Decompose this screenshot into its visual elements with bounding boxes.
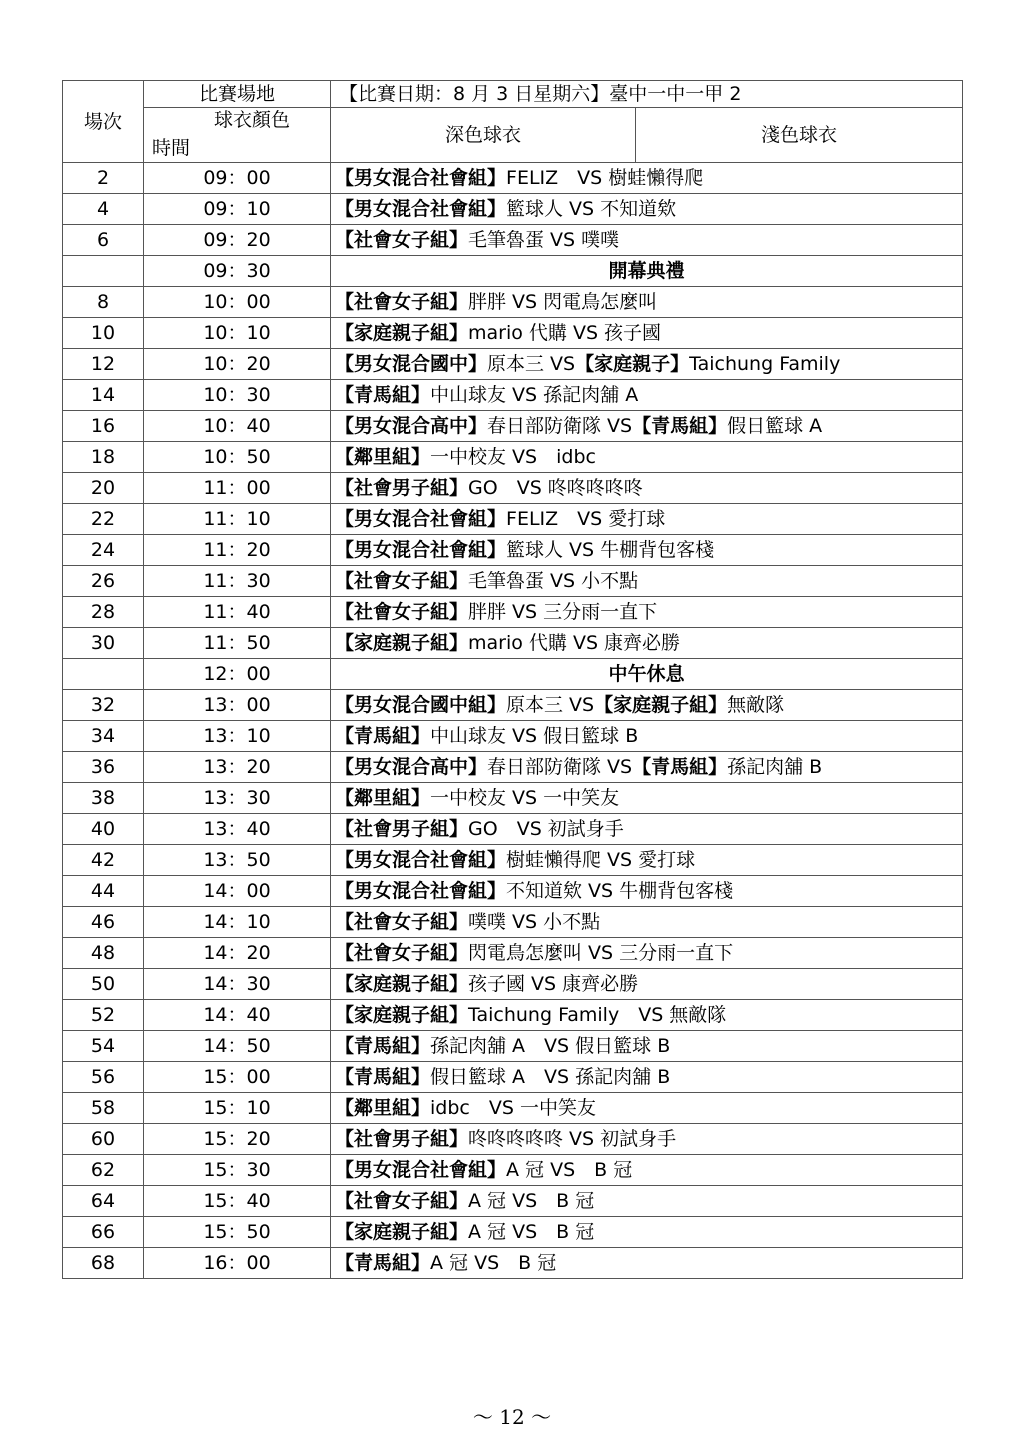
table-row <box>63 535 963 566</box>
match-teams: 假日籃球 A VS 孫記肉舖 B <box>430 1066 671 1088</box>
match-category: 【男女混合社會組】 <box>335 1159 507 1181</box>
match-category: 【青馬組】 <box>335 1066 431 1088</box>
match-cell <box>331 380 963 411</box>
match-category: 【鄰里組】 <box>335 446 431 468</box>
table-row <box>63 690 963 721</box>
header-time: 時間 <box>152 137 191 159</box>
match-no: 22 <box>63 504 144 535</box>
match-category: 【社會男子組】 <box>335 477 469 499</box>
header-light-jersey: 淺色球衣 <box>636 108 963 163</box>
header-row-2 <box>63 108 963 163</box>
match-no: 64 <box>63 1186 144 1217</box>
match-teams: A 冠 VS B 冠 <box>468 1221 595 1243</box>
match-cell <box>331 814 963 845</box>
match-cell <box>331 442 963 473</box>
match-category: 【男女混合社會組】 <box>335 849 507 871</box>
match-cell <box>331 349 963 380</box>
table-row <box>63 1031 963 1062</box>
table-row <box>63 225 963 256</box>
match-cell <box>331 1248 963 1279</box>
match-teams: 胖胖 VS 三分雨一直下 <box>468 601 658 623</box>
match-no <box>63 659 144 690</box>
match-cell <box>331 1031 963 1062</box>
table-row <box>63 442 963 473</box>
match-cell <box>331 721 963 752</box>
match-teams: 不知道欸 VS 牛棚背包客棧 <box>506 880 734 902</box>
match-time: 10：20 <box>144 349 331 380</box>
match-cell <box>331 783 963 814</box>
match-category: 【青馬組】 <box>335 725 431 747</box>
table-row <box>63 597 963 628</box>
match-no: 50 <box>63 969 144 1000</box>
match-time: 13：40 <box>144 814 331 845</box>
match-teams: 毛筆魯蛋 VS 小不點 <box>468 570 639 592</box>
header-row-1 <box>63 81 963 108</box>
match-time: 14：30 <box>144 969 331 1000</box>
match-category: 【社會女子組】 <box>335 942 469 964</box>
match-cell <box>331 752 963 783</box>
table-row <box>63 1186 963 1217</box>
match-time: 11：50 <box>144 628 331 659</box>
match-no: 12 <box>63 349 144 380</box>
match-category: 【男女混合高中】 <box>335 415 488 437</box>
table-row <box>63 194 963 225</box>
table-row <box>63 814 963 845</box>
match-teams: 中山球友 VS 孫記肉舖 A <box>430 384 639 406</box>
match-category: 【男女混合高中】 <box>335 756 488 778</box>
table-row <box>63 783 963 814</box>
match-category: 【社會女子組】 <box>335 291 469 313</box>
header-dark-jersey: 深色球衣 <box>331 108 636 163</box>
match-teams: 春日部防衛隊 VS <box>487 756 633 778</box>
match-no: 32 <box>63 690 144 721</box>
match-category: 【鄰里組】 <box>335 787 431 809</box>
match-no: 54 <box>63 1031 144 1062</box>
table-row <box>63 1217 963 1248</box>
match-teams: A 冠 VS B 冠 <box>468 1190 595 1212</box>
match-no: 42 <box>63 845 144 876</box>
match-no: 14 <box>63 380 144 411</box>
match-no: 34 <box>63 721 144 752</box>
match-no: 60 <box>63 1124 144 1155</box>
schedule-table <box>62 80 963 1279</box>
table-row <box>63 1093 963 1124</box>
match-time: 11：20 <box>144 535 331 566</box>
table-row <box>63 566 963 597</box>
header-jersey-color: 球衣顏色 <box>214 109 291 131</box>
match-teams: GO VS 初試身手 <box>468 818 624 840</box>
match-time: 15：20 <box>144 1124 331 1155</box>
match-category: 【男女混合社會組】 <box>335 198 507 220</box>
table-row <box>63 1155 963 1186</box>
match-teams: FELIZ VS 樹蛙懶得爬 <box>506 167 704 189</box>
table-row <box>63 907 963 938</box>
match-category-2: 【青馬組】 <box>632 415 728 437</box>
match-time: 11：30 <box>144 566 331 597</box>
match-time: 11：40 <box>144 597 331 628</box>
match-teams: 原本三 VS <box>506 694 595 716</box>
match-cell <box>331 1062 963 1093</box>
match-no: 48 <box>63 938 144 969</box>
match-teams: A 冠 VS B 冠 <box>506 1159 633 1181</box>
match-category: 【社會女子組】 <box>335 570 469 592</box>
match-category: 【家庭親子組】 <box>335 973 469 995</box>
match-cell <box>331 163 963 194</box>
match-teams: 中山球友 VS 假日籃球 B <box>430 725 639 747</box>
match-category: 【男女混合社會組】 <box>335 880 507 902</box>
match-teams: A 冠 VS B 冠 <box>430 1252 557 1274</box>
match-category-2: 【家庭親子組】 <box>594 694 728 716</box>
match-category: 【鄰里組】 <box>335 1097 431 1119</box>
match-cell <box>331 287 963 318</box>
match-teams: mario 代購 VS 孩子國 <box>468 322 662 344</box>
match-no: 10 <box>63 318 144 349</box>
match-category: 【社會女子組】 <box>335 229 469 251</box>
match-no: 30 <box>63 628 144 659</box>
match-no: 26 <box>63 566 144 597</box>
match-cell <box>331 225 963 256</box>
match-cell <box>331 194 963 225</box>
header-match-no: 場次 <box>63 81 144 163</box>
match-time: 09：20 <box>144 225 331 256</box>
match-cell <box>331 1093 963 1124</box>
match-teams: GO VS 咚咚咚咚咚 <box>468 477 643 499</box>
match-teams: 孫記肉舖 A VS 假日籃球 B <box>430 1035 671 1057</box>
match-cell <box>331 566 963 597</box>
match-category: 【社會女子組】 <box>335 1190 469 1212</box>
event-label: 中午休息 <box>331 659 963 690</box>
match-time: 16：00 <box>144 1248 331 1279</box>
match-teams: 一中校友 VS idbc <box>430 446 596 468</box>
match-no: 36 <box>63 752 144 783</box>
match-teams: mario 代購 VS 康齊必勝 <box>468 632 681 654</box>
match-no: 16 <box>63 411 144 442</box>
match-no: 4 <box>63 194 144 225</box>
table-row <box>63 380 963 411</box>
match-teams: 籃球人 VS 牛棚背包客棧 <box>506 539 715 561</box>
match-time: 11：10 <box>144 504 331 535</box>
match-category: 【男女混合國中】 <box>335 353 488 375</box>
match-teams: Taichung Family VS 無敵隊 <box>468 1004 727 1026</box>
match-teams: 噗噗 VS 小不點 <box>468 911 601 933</box>
match-category-2: 【家庭親子】 <box>575 353 690 375</box>
match-teams: 籃球人 VS 不知道欸 <box>506 198 677 220</box>
match-teams: 原本三 VS <box>487 353 576 375</box>
match-cell <box>331 473 963 504</box>
table-row <box>63 287 963 318</box>
table-row <box>63 876 963 907</box>
table-row <box>63 163 963 194</box>
table-row <box>63 473 963 504</box>
match-cell <box>331 1000 963 1031</box>
match-category-2: 【青馬組】 <box>632 756 728 778</box>
match-cell <box>331 876 963 907</box>
match-cell <box>331 504 963 535</box>
match-time: 13：10 <box>144 721 331 752</box>
match-no: 62 <box>63 1155 144 1186</box>
match-time: 15：30 <box>144 1155 331 1186</box>
match-teams: idbc VS 一中笑友 <box>430 1097 596 1119</box>
match-category: 【男女混合社會組】 <box>335 539 507 561</box>
match-category: 【男女混合社會組】 <box>335 167 507 189</box>
match-time: 13：30 <box>144 783 331 814</box>
table-row <box>63 318 963 349</box>
match-team-2: 孫記肉舖 B <box>727 756 823 778</box>
match-time: 12：00 <box>144 659 331 690</box>
match-time: 15：10 <box>144 1093 331 1124</box>
match-no: 8 <box>63 287 144 318</box>
event-row <box>63 256 963 287</box>
match-cell <box>331 1155 963 1186</box>
match-team-2: 假日籃球 A <box>727 415 823 437</box>
table-row <box>63 938 963 969</box>
table-row <box>63 1248 963 1279</box>
match-no: 24 <box>63 535 144 566</box>
match-no: 68 <box>63 1248 144 1279</box>
match-teams: 毛筆魯蛋 VS 噗噗 <box>468 229 620 251</box>
match-time: 11：00 <box>144 473 331 504</box>
match-category: 【社會女子組】 <box>335 601 469 623</box>
match-category: 【家庭親子組】 <box>335 1221 469 1243</box>
match-no: 52 <box>63 1000 144 1031</box>
table-row <box>63 1062 963 1093</box>
header-date-venue: 【比賽日期：8 月 3 日星期六】臺中一中一甲 2 <box>331 81 963 108</box>
match-no: 6 <box>63 225 144 256</box>
header-venue: 比賽場地 <box>144 81 331 108</box>
match-time: 14：10 <box>144 907 331 938</box>
table-row <box>63 752 963 783</box>
match-category: 【家庭親子組】 <box>335 1004 469 1026</box>
match-cell <box>331 1124 963 1155</box>
page-number: ～ 12 ～ <box>472 1405 552 1429</box>
match-no: 44 <box>63 876 144 907</box>
match-category: 【男女混合社會組】 <box>335 508 507 530</box>
match-time: 09：10 <box>144 194 331 225</box>
match-team-2: Taichung Family <box>689 353 841 375</box>
match-no: 2 <box>63 163 144 194</box>
match-time: 13：20 <box>144 752 331 783</box>
match-time: 14：40 <box>144 1000 331 1031</box>
match-no: 46 <box>63 907 144 938</box>
match-cell <box>331 845 963 876</box>
match-time: 14：00 <box>144 876 331 907</box>
table-row <box>63 628 963 659</box>
match-time: 10：10 <box>144 318 331 349</box>
match-category: 【社會女子組】 <box>335 911 469 933</box>
table-row <box>63 1124 963 1155</box>
match-cell <box>331 938 963 969</box>
match-no <box>63 256 144 287</box>
match-cell <box>331 969 963 1000</box>
event-label: 開幕典禮 <box>331 256 963 287</box>
match-no: 28 <box>63 597 144 628</box>
event-row <box>63 659 963 690</box>
match-time: 10：00 <box>144 287 331 318</box>
table-row <box>63 969 963 1000</box>
match-teams: 咚咚咚咚咚 VS 初試身手 <box>468 1128 677 1150</box>
match-cell <box>331 1186 963 1217</box>
match-time: 13：00 <box>144 690 331 721</box>
match-no: 66 <box>63 1217 144 1248</box>
match-cell <box>331 535 963 566</box>
match-teams: 閃電鳥怎麼叫 VS 三分雨一直下 <box>468 942 734 964</box>
match-category: 【社會男子組】 <box>335 818 469 840</box>
table-row <box>63 349 963 380</box>
match-teams: 樹蛙懶得爬 VS 愛打球 <box>506 849 696 871</box>
match-time: 10：30 <box>144 380 331 411</box>
match-teams: FELIZ VS 愛打球 <box>506 508 666 530</box>
match-cell <box>331 1217 963 1248</box>
match-time: 13：50 <box>144 845 331 876</box>
match-time: 14：20 <box>144 938 331 969</box>
match-no: 58 <box>63 1093 144 1124</box>
match-teams: 孩子國 VS 康齊必勝 <box>468 973 639 995</box>
match-cell <box>331 318 963 349</box>
match-category: 【社會男子組】 <box>335 1128 469 1150</box>
match-teams: 一中校友 VS 一中笑友 <box>430 787 620 809</box>
match-time: 10：40 <box>144 411 331 442</box>
match-cell <box>331 690 963 721</box>
match-time: 09：30 <box>144 256 331 287</box>
match-category: 【家庭親子組】 <box>335 632 469 654</box>
match-time: 15：00 <box>144 1062 331 1093</box>
match-no: 18 <box>63 442 144 473</box>
match-team-2: 無敵隊 <box>727 694 785 716</box>
match-teams: 胖胖 VS 閃電鳥怎麼叫 <box>468 291 658 313</box>
match-no: 56 <box>63 1062 144 1093</box>
table-row <box>63 411 963 442</box>
match-category: 【男女混合國中組】 <box>335 694 507 716</box>
match-time: 14：50 <box>144 1031 331 1062</box>
table-row <box>63 721 963 752</box>
match-category: 【青馬組】 <box>335 1035 431 1057</box>
match-category: 【青馬組】 <box>335 384 431 406</box>
table-row <box>63 845 963 876</box>
match-time: 15：40 <box>144 1186 331 1217</box>
table-row <box>63 504 963 535</box>
match-category: 【家庭親子組】 <box>335 322 469 344</box>
match-time: 15：50 <box>144 1217 331 1248</box>
match-cell <box>331 628 963 659</box>
match-teams: 春日部防衛隊 VS <box>487 415 633 437</box>
table-row <box>63 1000 963 1031</box>
match-time: 09：00 <box>144 163 331 194</box>
match-time: 10：50 <box>144 442 331 473</box>
match-cell <box>331 597 963 628</box>
match-cell <box>331 907 963 938</box>
match-cell <box>331 411 963 442</box>
match-no: 40 <box>63 814 144 845</box>
match-no: 20 <box>63 473 144 504</box>
match-category: 【青馬組】 <box>335 1252 431 1274</box>
header-jersey-time <box>144 108 331 163</box>
match-no: 38 <box>63 783 144 814</box>
